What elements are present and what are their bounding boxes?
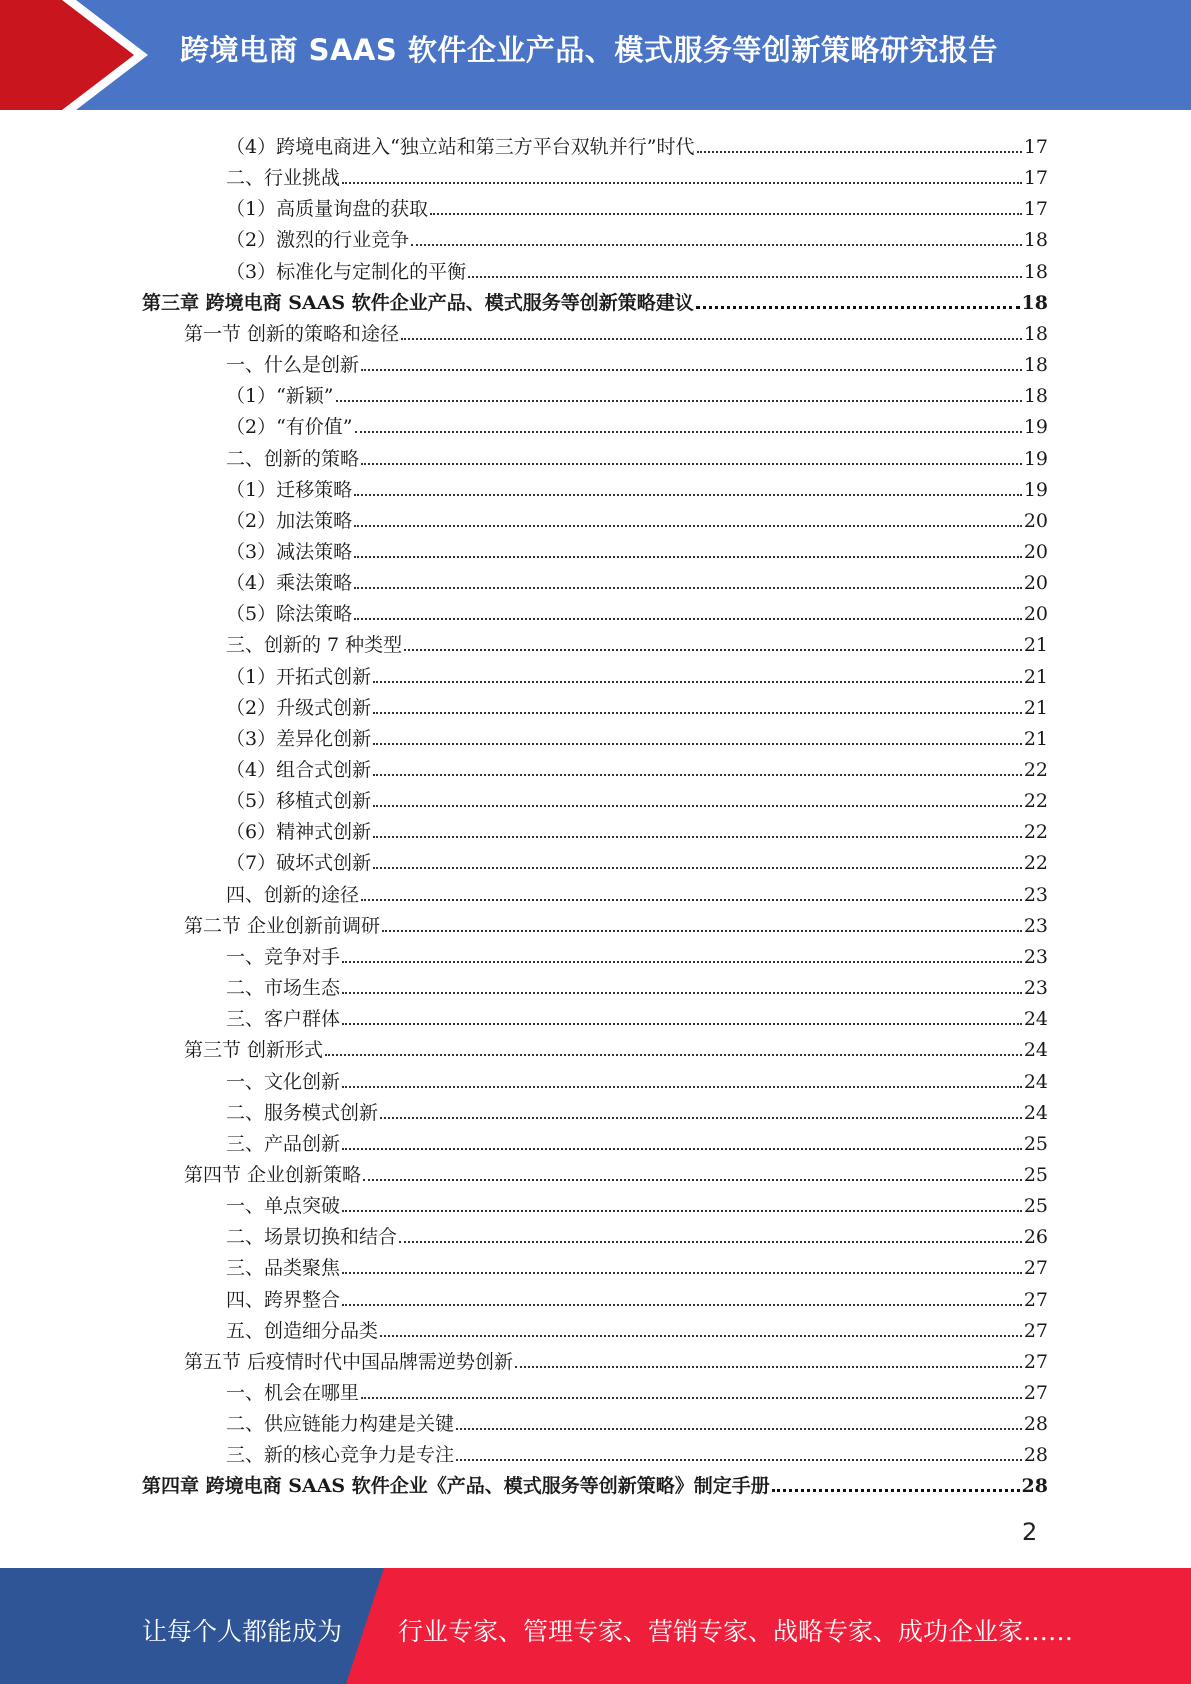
toc-entry-page: 19: [1023, 416, 1048, 439]
toc-entry[interactable]: [226, 190, 1048, 220]
toc-entry[interactable]: [226, 938, 1048, 968]
toc-entry[interactable]: [226, 876, 1048, 906]
toc-entry[interactable]: [226, 346, 1048, 376]
toc-leader-dots: [325, 1054, 1022, 1056]
toc-entry-label: 三、创新的 7 种类型: [226, 634, 403, 657]
toc-entry-label: （1）开拓式创新: [226, 665, 372, 688]
toc-leader-dots: [342, 1272, 1022, 1274]
toc-chapter-entry[interactable]: [142, 1467, 1048, 1497]
toc-entry-label: （6）精神式创新: [226, 821, 372, 844]
toc-entry-label: 一、机会在哪里: [226, 1382, 360, 1404]
toc-entry[interactable]: [226, 1281, 1048, 1311]
toc-entry-label: 四、创新的途径: [226, 883, 360, 906]
toc-entry-page: 18: [1021, 291, 1048, 314]
page-footer: [0, 1568, 1191, 1684]
toc-entry[interactable]: [226, 1218, 1048, 1248]
toc-entry-page: 17: [1023, 136, 1048, 158]
toc-entry-page: 26: [1023, 1226, 1048, 1249]
toc-entry[interactable]: [226, 1374, 1048, 1404]
toc-entry[interactable]: [184, 1031, 1048, 1061]
toc-entry-page: 19: [1023, 447, 1048, 470]
toc-entry-label: 四、跨界整合: [226, 1288, 341, 1311]
toc-entry[interactable]: [226, 626, 1048, 656]
toc-entry-page: 19: [1023, 478, 1048, 501]
toc-chapter-entry[interactable]: [142, 284, 1048, 314]
toc-entry-page: 21: [1023, 696, 1048, 719]
toc-entry-page: 18: [1023, 385, 1048, 408]
toc-leader-dots: [380, 1335, 1022, 1337]
toc-leader-dots: [696, 306, 1020, 309]
toc-entry-label: 三、产品创新: [226, 1132, 341, 1155]
toc-leader-dots: [456, 1459, 1022, 1461]
toc-entry-label: 第一节 创新的策略和途径: [184, 322, 400, 345]
toc-entry-label: 第三节 创新形式: [184, 1039, 324, 1062]
toc-entry[interactable]: [226, 502, 1048, 532]
toc-entry-page: 22: [1023, 790, 1048, 813]
toc-entry-page: 17: [1023, 198, 1048, 221]
toc-entry-page: 25: [1023, 1163, 1048, 1186]
toc-entry[interactable]: [226, 813, 1048, 843]
toc-leader-dots: [354, 525, 1022, 527]
toc-leader-dots: [361, 1397, 1022, 1399]
toc-leader-dots: [342, 1210, 1022, 1212]
toc-leader-dots: [342, 1148, 1022, 1150]
toc-leader-dots: [401, 338, 1022, 340]
toc-entry[interactable]: [184, 315, 1048, 345]
toc-entry[interactable]: [226, 1094, 1048, 1124]
toc-entry[interactable]: [226, 221, 1048, 251]
toc-entry-page: 27: [1023, 1288, 1048, 1311]
toc-entry-label: （2）升级式创新: [226, 696, 372, 719]
footer-slogan: 让每个人都能成为: [142, 1617, 343, 1646]
toc-entry-page: 24: [1023, 1070, 1048, 1093]
toc-entry-page: 28: [1023, 1413, 1048, 1436]
toc-entry-label: （1）“新颖”: [226, 385, 334, 408]
toc-entry-label: （3）标准化与定制化的平衡: [226, 260, 467, 283]
toc-entry[interactable]: [226, 440, 1048, 470]
toc-leader-dots: [468, 276, 1022, 278]
toc-leader-dots: [342, 1023, 1022, 1025]
toc-entry-label: （4）乘法策略: [226, 572, 353, 595]
toc-leader-dots: [373, 774, 1022, 776]
toc-entry[interactable]: [226, 1405, 1048, 1435]
toc-entry-page: 27: [1023, 1350, 1048, 1373]
toc-entry-label: （5）除法策略: [226, 603, 353, 626]
page-header: [0, 0, 1191, 110]
toc-entry-page: 23: [1023, 977, 1048, 1000]
toc-leader-dots: [342, 1304, 1022, 1306]
toc-leader-dots: [354, 587, 1022, 589]
toc-leader-dots: [342, 1086, 1022, 1088]
toc-leader-dots: [373, 805, 1022, 807]
toc-entry[interactable]: [226, 377, 1048, 407]
toc-leader-dots: [355, 431, 1022, 433]
toc-entry-page: 23: [1023, 945, 1048, 968]
toc-leader-dots: [363, 1179, 1022, 1181]
toc-entry-label: 一、单点突破: [226, 1195, 341, 1218]
toc-entry-page: 27: [1023, 1319, 1048, 1342]
toc-leader-dots: [430, 213, 1022, 215]
toc-leader-dots: [373, 867, 1022, 869]
toc-entry-page: 20: [1023, 509, 1048, 532]
toc-entry-page: 25: [1023, 1195, 1048, 1218]
toc-entry-page: 27: [1023, 1257, 1048, 1280]
toc-entry-page: 20: [1023, 540, 1048, 563]
toc-entry-page: 21: [1023, 634, 1048, 657]
toc-entry[interactable]: [226, 159, 1048, 189]
toc-entry-label: （4）组合式创新: [226, 759, 372, 781]
toc-entry[interactable]: [226, 471, 1048, 501]
toc-entry-label: （7）破坏式创新: [226, 852, 372, 875]
report-title: 跨境电商 SAAS 软件企业产品、模式服务等创新策略研究报告: [180, 33, 998, 67]
toc-entry-label: （2）加法策略: [226, 509, 353, 532]
toc-entry[interactable]: [226, 408, 1048, 438]
toc-entry[interactable]: [226, 564, 1048, 594]
toc-entry[interactable]: [226, 1436, 1048, 1466]
toc-entry-page: 23: [1023, 914, 1048, 937]
toc-entry[interactable]: [226, 689, 1048, 719]
toc-entry-label: 五、创造细分品类: [226, 1319, 379, 1342]
toc-entry-label: （2）激烈的行业竞争: [226, 229, 410, 252]
toc-leader-dots: [373, 836, 1022, 838]
toc-entry-label: 第四节 企业创新策略: [184, 1163, 362, 1186]
toc-entry-label: （1）迁移策略: [226, 478, 353, 501]
toc-leader-dots: [361, 369, 1022, 371]
toc-entry-page: 24: [1023, 1039, 1048, 1062]
toc-entry[interactable]: [226, 1312, 1048, 1342]
toc-entry-label: 三、新的核心竞争力是专注: [226, 1444, 455, 1467]
toc-entry-label: 一、什么是创新: [226, 354, 360, 377]
toc-entry-page: 22: [1023, 759, 1048, 781]
toc-entry[interactable]: [226, 658, 1048, 688]
toc-entry-label: （3）差异化创新: [226, 727, 372, 750]
toc-entry-page: 27: [1023, 1382, 1048, 1404]
toc-entry[interactable]: [226, 1249, 1048, 1279]
toc-entry-label: （2）“有价值”: [226, 416, 353, 439]
toc-entry-page: 20: [1023, 572, 1048, 595]
toc-leader-dots: [361, 899, 1022, 901]
toc-leader-dots: [373, 681, 1022, 683]
toc-leader-dots: [336, 400, 1022, 402]
toc-entry-label: 二、服务模式创新: [226, 1101, 379, 1124]
toc-entry-page: 28: [1021, 1475, 1048, 1498]
toc-entry[interactable]: [226, 533, 1048, 563]
toc-entry-label: （5）移植式创新: [226, 790, 372, 813]
toc-entry[interactable]: [226, 782, 1048, 812]
toc-entry-label: 三、品类聚焦: [226, 1257, 341, 1280]
toc-leader-dots: [354, 494, 1022, 496]
toc-entry-page: 18: [1023, 354, 1048, 377]
toc-entry-page: 18: [1023, 260, 1048, 283]
toc-entry[interactable]: [226, 128, 1048, 158]
toc-entry[interactable]: [226, 720, 1048, 750]
toc-leader-dots: [404, 649, 1022, 651]
toc-entry-page: 23: [1023, 883, 1048, 906]
toc-entry[interactable]: [226, 253, 1048, 283]
toc-entry[interactable]: [226, 1063, 1048, 1093]
toc-entry[interactable]: [226, 1125, 1048, 1155]
toc-entry-page: 25: [1023, 1132, 1048, 1155]
toc-leader-dots: [342, 961, 1022, 963]
toc-entry-label: （3）减法策略: [226, 540, 353, 563]
toc-leader-dots: [411, 244, 1022, 246]
toc-entry-label: 第二节 企业创新前调研: [184, 914, 381, 937]
toc-entry-page: 20: [1023, 603, 1048, 626]
toc-leader-dots: [772, 1489, 1020, 1492]
toc-entry-label: （1）高质量询盘的获取: [226, 198, 429, 221]
toc-entry-label: 第四章 跨境电商 SAAS 软件企业《产品、模式服务等创新策略》制定手册: [142, 1475, 770, 1498]
toc-entry-label: 二、创新的策略: [226, 447, 360, 470]
toc-leader-dots: [373, 743, 1022, 745]
toc-entry-label: 二、场景切换和结合: [226, 1226, 398, 1249]
toc-entry-page: 21: [1023, 665, 1048, 688]
toc-leader-dots: [354, 618, 1022, 620]
toc-leader-dots: [373, 712, 1022, 714]
toc-entry-page: 18: [1023, 229, 1048, 252]
toc-leader-dots: [354, 556, 1022, 558]
toc-entry[interactable]: [226, 751, 1048, 781]
toc-leader-dots: [515, 1366, 1022, 1368]
page-number: 2: [1022, 1518, 1038, 1546]
toc-leader-dots: [342, 182, 1022, 184]
toc-entry-page: 17: [1023, 167, 1048, 190]
footer-roles: 行业专家、管理专家、营销专家、战略专家、成功企业家……: [398, 1617, 1074, 1646]
toc-entry[interactable]: [226, 844, 1048, 874]
toc-entry[interactable]: [184, 907, 1048, 937]
toc-entry-page: 24: [1023, 1008, 1048, 1031]
toc-entry-label: 三、客户群体: [226, 1008, 341, 1031]
toc-entry-label: 二、供应链能力构建是关键: [226, 1413, 455, 1436]
toc-leader-dots: [456, 1428, 1022, 1430]
toc-entry-label: 第三章 跨境电商 SAAS 软件企业产品、模式服务等创新策略建议: [142, 291, 694, 314]
toc-entry-page: 28: [1023, 1444, 1048, 1467]
toc-entry[interactable]: [226, 595, 1048, 625]
toc-leader-dots: [380, 1117, 1022, 1119]
toc-entry-label: 第五节 后疫情时代中国品牌需逆势创新: [184, 1350, 514, 1373]
toc-entry-page: 18: [1023, 322, 1048, 345]
toc-leader-dots: [399, 1241, 1022, 1243]
toc-entry-label: 一、竞争对手: [226, 945, 341, 968]
toc-entry[interactable]: [226, 1000, 1048, 1030]
toc-entry[interactable]: [184, 1343, 1048, 1373]
toc-leader-dots: [382, 930, 1022, 932]
toc-entry[interactable]: [226, 1187, 1048, 1217]
toc-entry-page: 22: [1023, 821, 1048, 844]
toc-entry-page: 21: [1023, 727, 1048, 750]
toc-leader-dots: [361, 463, 1022, 465]
toc-entry[interactable]: [184, 1156, 1048, 1186]
toc-entry-label: 二、市场生态: [226, 977, 341, 1000]
toc-entry-page: 22: [1023, 852, 1048, 875]
toc-entry-label: 二、行业挑战: [226, 167, 341, 190]
toc-entry-label: 一、文化创新: [226, 1070, 341, 1093]
toc-entry-page: 24: [1023, 1101, 1048, 1124]
toc-entry[interactable]: [226, 969, 1048, 999]
toc-entry-label: （4）跨境电商进入“独立站和第三方平台双轨并行”时代: [226, 136, 695, 158]
toc-leader-dots: [342, 992, 1022, 994]
toc-leader-dots: [697, 151, 1022, 153]
